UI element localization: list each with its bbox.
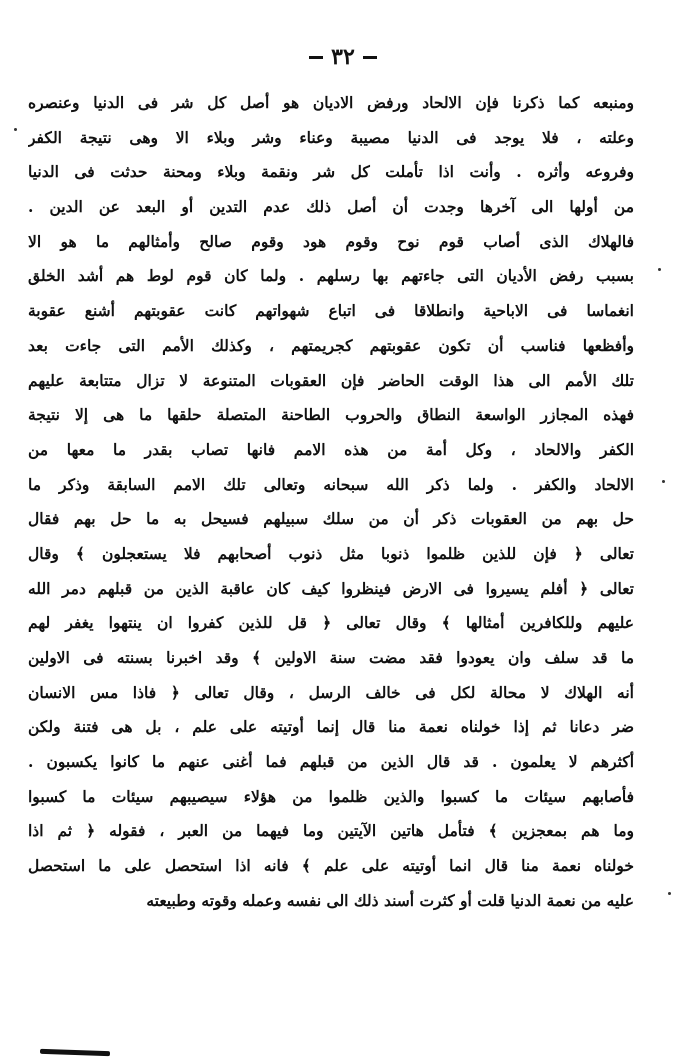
text-line: خولناه نعمة منا قال انما أوتيته على علم ﴾ فانه اذا استحصل على ما استحصل	[28, 856, 634, 876]
page-header	[0, 42, 686, 72]
text-line: ومنبعه كما ذكرنا فإن الالحاد ورفض الاديان هو أصل كل شر فى الدنيا وعنصره	[28, 93, 634, 112]
margin-speck	[658, 268, 661, 271]
header-dash-right	[363, 56, 377, 59]
text-line: تعالى ﴿ فإن للذين ظلموا ذنوبا مثل ذنوب أصحابهم فلا يستعجلون ﴾ وقال	[28, 543, 634, 563]
text-line: أكثرهم لا يعلمون . قد قال الذين من قبلهم فما أغنى عنهم ما كانوا يكسبون .	[28, 752, 634, 772]
text-line: ضر دعانا ثم إذا خولناه نعمة منا قال إنما أوتيته على علم ، بل هى فتنة ولكن	[28, 717, 634, 737]
text-line: الالحاد والكفر . ولما ذكر الله سبحانه وتعالى تلك الامم السابقة وذكر ما	[28, 474, 634, 494]
margin-speck	[14, 128, 17, 131]
body-text	[28, 86, 634, 919]
text-line: عليهم وللكافرين أمثالها ﴾ وقال تعالى ﴿ قل للذين كفروا ان ينتهوا يغفر لهم	[28, 613, 634, 633]
bottom-edge-mark	[40, 1049, 110, 1056]
text-line: فهذه المجازر الواسعة النطاق والحروب الطاحنة المتصلة حلقها ما هى إلا نتيجة	[28, 405, 634, 425]
page-number: ٣٢	[331, 44, 355, 70]
margin-speck	[662, 480, 665, 483]
header-dash-left	[309, 56, 323, 59]
text-line: الكفر والالحاد ، وكل أمة من هذه الامم فانها تصاب بقدر ما معها من	[28, 439, 634, 459]
text-line: أنه الهلاك لا محالة لكل فى خالف الرسل ، وقال تعالى ﴿ فاذا مس الانسان	[28, 682, 634, 702]
text-line: فالهلاك الذى أصاب قوم نوح وقوم هود وقوم صالح وأمثالهم ما هو الا	[28, 231, 634, 251]
text-line: بسبب رفض الأديان التى جاءتهم بها رسلهم . ولما كان قوم لوط هم أشد الخلق	[28, 266, 634, 286]
text-line: وعلته ، فلا يوجد فى الدنيا مصيبة وعناء وشر وبلاء الا وهى نتيجة الكفر	[28, 127, 634, 147]
margin-speck	[668, 892, 671, 895]
text-line: وما هم بمعجزين ﴾ فتأمل هاتين الآيتين وما فيهما من العبر ، فقوله ﴿ ثم اذا	[28, 821, 634, 841]
text-line: فأصابهم سيئات ما كسبوا والذين ظلموا من هؤلاء سيصيبهم سيئات ما كسبوا	[28, 786, 634, 806]
text-line: تعالى ﴿ أفلم يسيروا فى الارض فينظروا كيف كان عاقبة الذين من قبلهم دمر الله	[28, 578, 634, 598]
text-line: وأفظعها فناسب أن تكون عقوبتهم كجريمتهم ، وكذلك الأمم التى جاءت بعد	[28, 335, 634, 355]
text-line: حل بهم من العقوبات ذكر أن من سلك سبيلهم فسيحل به ما حل بهم فقال	[28, 509, 634, 529]
text-line: من أولها الى آخرها وجدت أن أصل ذلك عدم التدين أو البعد عن الدين .	[28, 197, 634, 217]
text-line: ما قد سلف وان يعودوا فقد مضت سنة الاولين ﴾ وقد اخبرنا بسنته فى الاولين	[28, 648, 634, 667]
text-line: انغماسا فى الاباحية وانطلاقا فى اتباع شهواتهم كانت عقوبتهم أشنع عقوبة	[28, 301, 634, 321]
text-line: تلك الأمم الى هذا الوقت الحاضر فإن العقوبات المتنوعة لا تزال متتابعة عليهم	[28, 370, 634, 390]
text-line: وفروعه وأثره . وأنت اذا تأملت كل شر ونقمة وبلاء ومحنة حدثت فى الدنيا	[28, 162, 634, 182]
text-line: عليه من نعمة الدنيا قلت أو كثرت أسند ذلك الى نفسه وعمله وقوته وطبيعته	[146, 890, 634, 910]
